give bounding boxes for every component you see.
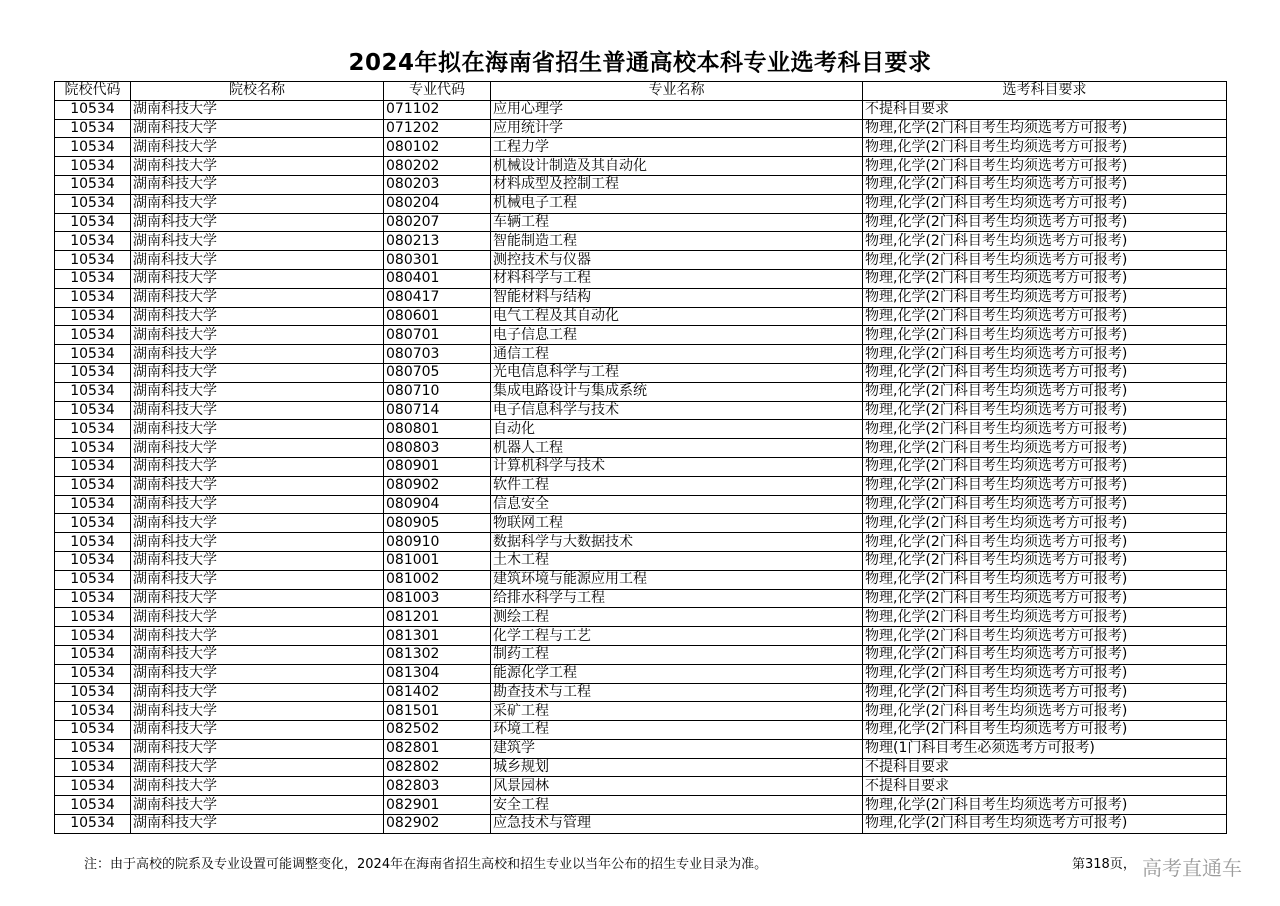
school-code-cell: 10534 — [55, 420, 131, 439]
table-row — [55, 119, 1227, 138]
major-code-cell: 081002 — [384, 570, 491, 589]
school-code-cell: 10534 — [55, 157, 131, 176]
subject-requirement-cell: 物理,化学(2门科目考生均须选考方可报考) — [863, 345, 1227, 364]
school-name-cell: 湖南科技大学 — [131, 664, 384, 683]
school-code-cell: 10534 — [55, 307, 131, 326]
school-code-cell: 10534 — [55, 664, 131, 683]
subject-requirement-cell: 物理,化学(2门科目考生均须选考方可报考) — [863, 363, 1227, 382]
school-name-cell: 湖南科技大学 — [131, 119, 384, 138]
school-code-cell: 10534 — [55, 119, 131, 138]
school-name-cell: 湖南科技大学 — [131, 269, 384, 288]
school-name-cell: 湖南科技大学 — [131, 815, 384, 834]
major-name-cell: 材料科学与工程 — [491, 269, 863, 288]
major-name-cell: 计算机科学与技术 — [491, 457, 863, 476]
school-code-cell: 10534 — [55, 345, 131, 364]
school-name-cell: 湖南科技大学 — [131, 645, 384, 664]
school-name-cell: 湖南科技大学 — [131, 739, 384, 758]
school-code-cell: 10534 — [55, 232, 131, 251]
school-code-cell: 10534 — [55, 514, 131, 533]
major-name-cell: 制药工程 — [491, 645, 863, 664]
major-code-cell: 082502 — [384, 721, 491, 740]
school-code-cell: 10534 — [55, 758, 131, 777]
subject-requirement-cell: 物理(1门科目考生必须选考方可报考) — [863, 739, 1227, 758]
school-name-cell: 湖南科技大学 — [131, 570, 384, 589]
major-code-cell: 082801 — [384, 739, 491, 758]
table-row — [55, 345, 1227, 364]
school-code-cell: 10534 — [55, 495, 131, 514]
school-code-cell: 10534 — [55, 796, 131, 815]
school-code-cell: 10534 — [55, 269, 131, 288]
major-code-cell: 081003 — [384, 589, 491, 608]
major-code-cell: 081201 — [384, 608, 491, 627]
header-school-code: 院校代码 — [55, 82, 131, 101]
subject-requirement-cell: 物理,化学(2门科目考生均须选考方可报考) — [863, 213, 1227, 232]
school-code-cell: 10534 — [55, 476, 131, 495]
major-code-cell: 080904 — [384, 495, 491, 514]
school-name-cell: 湖南科技大学 — [131, 476, 384, 495]
major-name-cell: 信息安全 — [491, 495, 863, 514]
major-name-cell: 应用统计学 — [491, 119, 863, 138]
subject-requirement-cell: 不提科目要求 — [863, 100, 1227, 119]
subject-requirements-table — [54, 81, 1227, 834]
table-row — [55, 815, 1227, 834]
major-code-cell: 081302 — [384, 645, 491, 664]
table-row — [55, 683, 1227, 702]
school-name-cell: 湖南科技大学 — [131, 702, 384, 721]
subject-requirement-cell: 物理,化学(2门科目考生均须选考方可报考) — [863, 627, 1227, 646]
major-code-cell: 080801 — [384, 420, 491, 439]
major-name-cell: 智能材料与结构 — [491, 288, 863, 307]
school-name-cell: 湖南科技大学 — [131, 551, 384, 570]
major-code-cell: 081301 — [384, 627, 491, 646]
school-name-cell: 湖南科技大学 — [131, 533, 384, 552]
table-row — [55, 307, 1227, 326]
header-subject-requirement: 选考科目要求 — [863, 82, 1227, 101]
table-row — [55, 420, 1227, 439]
major-name-cell: 采矿工程 — [491, 702, 863, 721]
school-name-cell: 湖南科技大学 — [131, 251, 384, 270]
major-name-cell: 能源化学工程 — [491, 664, 863, 683]
table-row — [55, 439, 1227, 458]
major-code-cell: 080905 — [384, 514, 491, 533]
major-code-cell: 082803 — [384, 777, 491, 796]
major-name-cell: 机器人工程 — [491, 439, 863, 458]
header-school-name: 院校名称 — [131, 82, 384, 101]
major-name-cell: 给排水科学与工程 — [491, 589, 863, 608]
subject-requirement-cell: 物理,化学(2门科目考生均须选考方可报考) — [863, 702, 1227, 721]
school-code-cell: 10534 — [55, 401, 131, 420]
major-code-cell: 080207 — [384, 213, 491, 232]
table-row — [55, 664, 1227, 683]
page-title: 2024年拟在海南省招生普通高校本科专业选考科目要求 — [348, 50, 932, 76]
major-name-cell: 集成电路设计与集成系统 — [491, 382, 863, 401]
major-code-cell: 080601 — [384, 307, 491, 326]
table-row — [55, 288, 1227, 307]
major-code-cell: 080705 — [384, 363, 491, 382]
major-code-cell: 080901 — [384, 457, 491, 476]
school-code-cell: 10534 — [55, 721, 131, 740]
major-code-cell: 080714 — [384, 401, 491, 420]
school-name-cell: 湖南科技大学 — [131, 326, 384, 345]
school-name-cell: 湖南科技大学 — [131, 758, 384, 777]
major-name-cell: 风景园林 — [491, 777, 863, 796]
major-name-cell: 车辆工程 — [491, 213, 863, 232]
major-name-cell: 土木工程 — [491, 551, 863, 570]
table-row — [55, 758, 1227, 777]
school-code-cell: 10534 — [55, 815, 131, 834]
major-name-cell: 测绘工程 — [491, 608, 863, 627]
table-row — [55, 702, 1227, 721]
subject-requirement-cell: 物理,化学(2门科目考生均须选考方可报考) — [863, 608, 1227, 627]
table-row — [55, 551, 1227, 570]
school-name-cell: 湖南科技大学 — [131, 439, 384, 458]
school-name-cell: 湖南科技大学 — [131, 382, 384, 401]
major-code-cell: 080701 — [384, 326, 491, 345]
subject-requirement-cell: 物理,化学(2门科目考生均须选考方可报考) — [863, 721, 1227, 740]
school-code-cell: 10534 — [55, 777, 131, 796]
major-code-cell: 081001 — [384, 551, 491, 570]
major-code-cell: 080301 — [384, 251, 491, 270]
school-name-cell: 湖南科技大学 — [131, 194, 384, 213]
table-row — [55, 589, 1227, 608]
table-row — [55, 251, 1227, 270]
subject-requirement-cell: 物理,化学(2门科目考生均须选考方可报考) — [863, 382, 1227, 401]
school-name-cell: 湖南科技大学 — [131, 514, 384, 533]
table-row — [55, 796, 1227, 815]
table-row — [55, 138, 1227, 157]
major-name-cell: 安全工程 — [491, 796, 863, 815]
school-name-cell: 湖南科技大学 — [131, 420, 384, 439]
watermark: 高考直通车 — [1142, 856, 1242, 880]
subject-requirement-cell: 物理,化学(2门科目考生均须选考方可报考) — [863, 251, 1227, 270]
major-code-cell: 080213 — [384, 232, 491, 251]
subject-requirement-cell: 物理,化学(2门科目考生均须选考方可报考) — [863, 157, 1227, 176]
school-code-cell: 10534 — [55, 326, 131, 345]
school-name-cell: 湖南科技大学 — [131, 288, 384, 307]
page-number: 第318页， — [1072, 857, 1136, 872]
school-name-cell: 湖南科技大学 — [131, 138, 384, 157]
table-row — [55, 194, 1227, 213]
table-row — [55, 382, 1227, 401]
school-name-cell: 湖南科技大学 — [131, 363, 384, 382]
school-code-cell: 10534 — [55, 138, 131, 157]
school-name-cell: 湖南科技大学 — [131, 721, 384, 740]
major-code-cell: 080202 — [384, 157, 491, 176]
school-code-cell: 10534 — [55, 533, 131, 552]
table-row — [55, 457, 1227, 476]
school-name-cell: 湖南科技大学 — [131, 796, 384, 815]
major-code-cell: 080204 — [384, 194, 491, 213]
school-code-cell: 10534 — [55, 194, 131, 213]
major-code-cell: 080203 — [384, 175, 491, 194]
major-code-cell: 080417 — [384, 288, 491, 307]
footnote: 注：由于高校的院系及专业设置可能调整变化，2024年在海南省招生高校和招生专业以当年公布的招生专业目录为准。 — [84, 857, 768, 872]
subject-requirement-cell: 物理,化学(2门科目考生均须选考方可报考) — [863, 457, 1227, 476]
major-code-cell: 080102 — [384, 138, 491, 157]
subject-requirement-cell: 物理,化学(2门科目考生均须选考方可报考) — [863, 119, 1227, 138]
subject-requirement-cell: 物理,化学(2门科目考生均须选考方可报考) — [863, 683, 1227, 702]
school-code-cell: 10534 — [55, 363, 131, 382]
school-name-cell: 湖南科技大学 — [131, 683, 384, 702]
subject-requirement-cell: 物理,化学(2门科目考生均须选考方可报考) — [863, 796, 1227, 815]
subject-requirement-cell: 物理,化学(2门科目考生均须选考方可报考) — [863, 533, 1227, 552]
school-code-cell: 10534 — [55, 570, 131, 589]
subject-requirement-cell: 物理,化学(2门科目考生均须选考方可报考) — [863, 175, 1227, 194]
school-code-cell: 10534 — [55, 683, 131, 702]
school-code-cell: 10534 — [55, 645, 131, 664]
subject-requirement-cell: 不提科目要求 — [863, 758, 1227, 777]
major-name-cell: 物联网工程 — [491, 514, 863, 533]
school-code-cell: 10534 — [55, 439, 131, 458]
school-code-cell: 10534 — [55, 739, 131, 758]
table-row — [55, 326, 1227, 345]
table-row — [55, 157, 1227, 176]
subject-requirement-cell: 物理,化学(2门科目考生均须选考方可报考) — [863, 645, 1227, 664]
school-name-cell: 湖南科技大学 — [131, 175, 384, 194]
subject-requirement-cell: 物理,化学(2门科目考生均须选考方可报考) — [863, 269, 1227, 288]
major-code-cell: 081402 — [384, 683, 491, 702]
school-name-cell: 湖南科技大学 — [131, 213, 384, 232]
school-name-cell: 湖南科技大学 — [131, 307, 384, 326]
subject-requirement-cell: 物理,化学(2门科目考生均须选考方可报考) — [863, 194, 1227, 213]
major-name-cell: 光电信息科学与工程 — [491, 363, 863, 382]
table-row — [55, 213, 1227, 232]
school-code-cell: 10534 — [55, 457, 131, 476]
school-name-cell: 湖南科技大学 — [131, 608, 384, 627]
major-code-cell: 081304 — [384, 664, 491, 683]
major-name-cell: 工程力学 — [491, 138, 863, 157]
school-name-cell: 湖南科技大学 — [131, 100, 384, 119]
table-header-row — [55, 82, 1227, 101]
school-code-cell: 10534 — [55, 100, 131, 119]
major-name-cell: 电气工程及其自动化 — [491, 307, 863, 326]
subject-requirement-cell: 物理,化学(2门科目考生均须选考方可报考) — [863, 401, 1227, 420]
major-name-cell: 城乡规划 — [491, 758, 863, 777]
major-name-cell: 智能制造工程 — [491, 232, 863, 251]
table-row — [55, 476, 1227, 495]
major-code-cell: 080710 — [384, 382, 491, 401]
major-name-cell: 建筑环境与能源应用工程 — [491, 570, 863, 589]
table-row — [55, 401, 1227, 420]
major-code-cell: 080910 — [384, 533, 491, 552]
subject-requirement-cell: 物理,化学(2门科目考生均须选考方可报考) — [863, 551, 1227, 570]
table-row — [55, 739, 1227, 758]
school-name-cell: 湖南科技大学 — [131, 627, 384, 646]
table-row — [55, 777, 1227, 796]
major-name-cell: 勘查技术与工程 — [491, 683, 863, 702]
major-code-cell: 080803 — [384, 439, 491, 458]
subject-requirement-cell: 物理,化学(2门科目考生均须选考方可报考) — [863, 589, 1227, 608]
major-code-cell: 081501 — [384, 702, 491, 721]
major-code-cell: 071202 — [384, 119, 491, 138]
major-name-cell: 电子信息工程 — [491, 326, 863, 345]
subject-requirement-cell: 物理,化学(2门科目考生均须选考方可报考) — [863, 439, 1227, 458]
subject-requirement-cell: 物理,化学(2门科目考生均须选考方可报考) — [863, 664, 1227, 683]
subject-requirement-cell: 物理,化学(2门科目考生均须选考方可报考) — [863, 495, 1227, 514]
school-name-cell: 湖南科技大学 — [131, 232, 384, 251]
subject-requirement-cell: 物理,化学(2门科目考生均须选考方可报考) — [863, 232, 1227, 251]
table-row — [55, 645, 1227, 664]
subject-requirement-cell: 物理,化学(2门科目考生均须选考方可报考) — [863, 570, 1227, 589]
subject-requirement-cell: 物理,化学(2门科目考生均须选考方可报考) — [863, 476, 1227, 495]
school-name-cell: 湖南科技大学 — [131, 345, 384, 364]
major-name-cell: 数据科学与大数据技术 — [491, 533, 863, 552]
table-row — [55, 269, 1227, 288]
major-name-cell: 环境工程 — [491, 721, 863, 740]
school-code-cell: 10534 — [55, 608, 131, 627]
subject-requirement-cell: 物理,化学(2门科目考生均须选考方可报考) — [863, 138, 1227, 157]
table-row — [55, 533, 1227, 552]
major-code-cell: 080703 — [384, 345, 491, 364]
school-code-cell: 10534 — [55, 251, 131, 270]
school-code-cell: 10534 — [55, 288, 131, 307]
school-name-cell: 湖南科技大学 — [131, 157, 384, 176]
school-name-cell: 湖南科技大学 — [131, 589, 384, 608]
subject-requirement-cell: 物理,化学(2门科目考生均须选考方可报考) — [863, 307, 1227, 326]
school-name-cell: 湖南科技大学 — [131, 495, 384, 514]
school-name-cell: 湖南科技大学 — [131, 777, 384, 796]
table-row — [55, 608, 1227, 627]
school-code-cell: 10534 — [55, 702, 131, 721]
major-code-cell: 082901 — [384, 796, 491, 815]
major-code-cell: 082802 — [384, 758, 491, 777]
header-major-code: 专业代码 — [384, 82, 491, 101]
major-name-cell: 材料成型及控制工程 — [491, 175, 863, 194]
major-name-cell: 建筑学 — [491, 739, 863, 758]
major-name-cell: 测控技术与仪器 — [491, 251, 863, 270]
major-name-cell: 自动化 — [491, 420, 863, 439]
major-name-cell: 机械设计制造及其自动化 — [491, 157, 863, 176]
school-code-cell: 10534 — [55, 175, 131, 194]
table-body — [55, 100, 1227, 833]
school-code-cell: 10534 — [55, 213, 131, 232]
school-name-cell: 湖南科技大学 — [131, 457, 384, 476]
table-row — [55, 175, 1227, 194]
table-row — [55, 232, 1227, 251]
major-name-cell: 软件工程 — [491, 476, 863, 495]
table-row — [55, 627, 1227, 646]
table-row — [55, 514, 1227, 533]
major-name-cell: 应急技术与管理 — [491, 815, 863, 834]
major-code-cell: 080902 — [384, 476, 491, 495]
major-name-cell: 通信工程 — [491, 345, 863, 364]
school-code-cell: 10534 — [55, 589, 131, 608]
subject-requirement-cell: 物理,化学(2门科目考生均须选考方可报考) — [863, 514, 1227, 533]
table-row — [55, 570, 1227, 589]
major-name-cell: 应用心理学 — [491, 100, 863, 119]
header-major-name: 专业名称 — [491, 82, 863, 101]
major-code-cell: 082902 — [384, 815, 491, 834]
subject-requirement-cell: 物理,化学(2门科目考生均须选考方可报考) — [863, 326, 1227, 345]
table-row — [55, 100, 1227, 119]
subject-requirement-cell: 物理,化学(2门科目考生均须选考方可报考) — [863, 815, 1227, 834]
major-name-cell: 电子信息科学与技术 — [491, 401, 863, 420]
major-name-cell: 机械电子工程 — [491, 194, 863, 213]
subject-requirement-cell: 物理,化学(2门科目考生均须选考方可报考) — [863, 420, 1227, 439]
table-row — [55, 495, 1227, 514]
school-code-cell: 10534 — [55, 627, 131, 646]
major-name-cell: 化学工程与工艺 — [491, 627, 863, 646]
subject-requirement-cell: 物理,化学(2门科目考生均须选考方可报考) — [863, 288, 1227, 307]
major-code-cell: 071102 — [384, 100, 491, 119]
table-row — [55, 363, 1227, 382]
table-row — [55, 721, 1227, 740]
major-code-cell: 080401 — [384, 269, 491, 288]
school-code-cell: 10534 — [55, 551, 131, 570]
school-code-cell: 10534 — [55, 382, 131, 401]
school-name-cell: 湖南科技大学 — [131, 401, 384, 420]
subject-requirement-cell: 不提科目要求 — [863, 777, 1227, 796]
